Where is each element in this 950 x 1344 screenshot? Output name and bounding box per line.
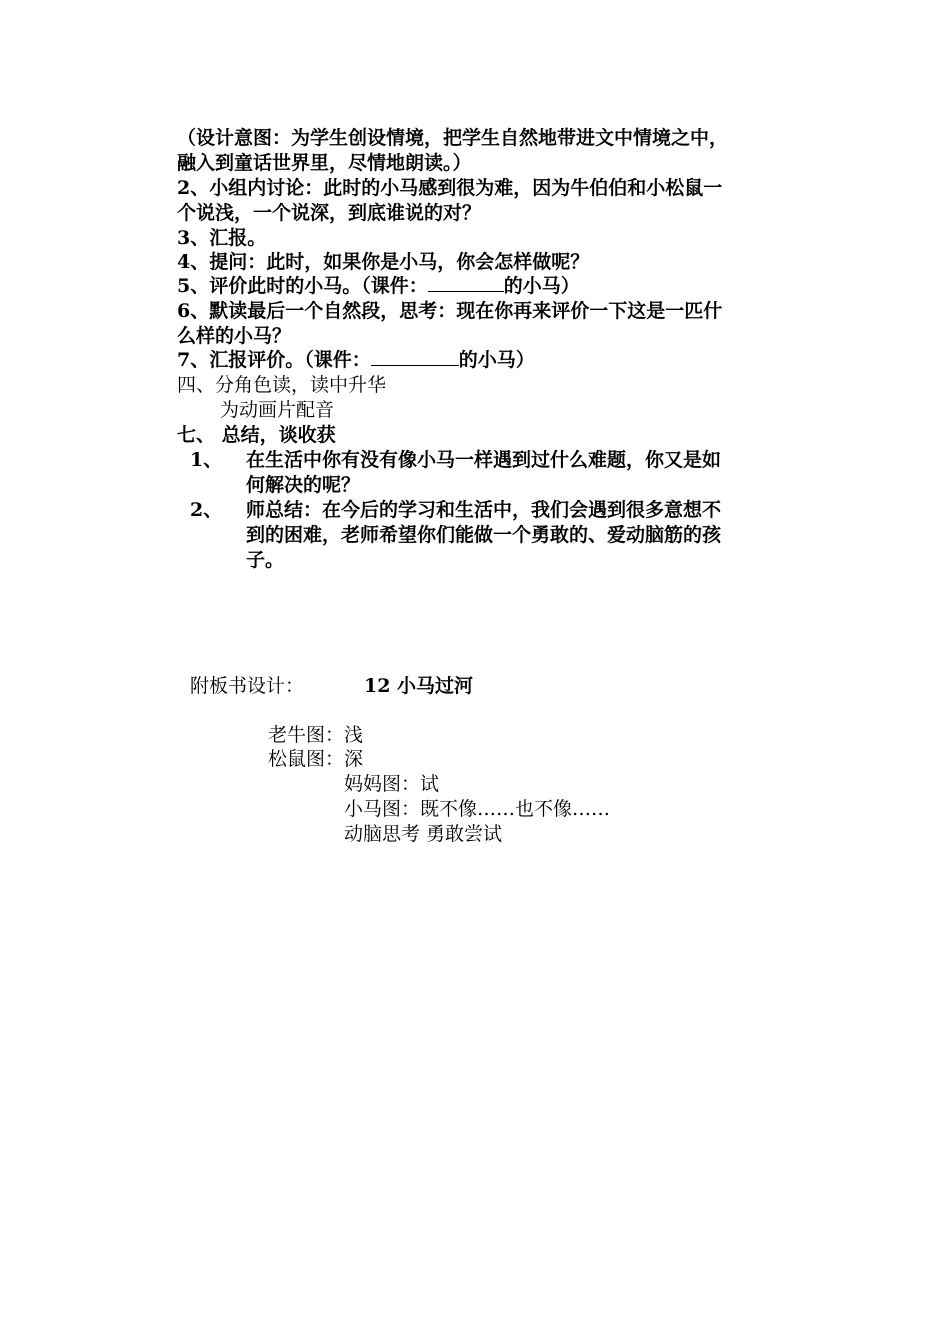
step-3: 3、汇报。 [177, 227, 267, 249]
board-design-label: 附板书设计： [190, 675, 305, 697]
board-mother-line: 妈妈图：试 [344, 773, 440, 795]
step-7 [177, 347, 535, 373]
step-5-blank [428, 274, 504, 292]
summary-item-1-line-1: 在生活中你有没有像小马一样遇到过什么难题，你又是如 [246, 449, 722, 471]
section-4-heading: 四、分角色读，读中升华 [177, 374, 387, 396]
step-5 [177, 273, 580, 299]
step-6-line-2: 么样的小马？ [177, 325, 292, 347]
step-2-line-1: 2、小组内讨论：此时的小马感到很为难，因为牛伯伯和小松鼠一 [177, 177, 723, 199]
summary-item-1-number: 1、 [190, 449, 223, 471]
summary-item-2-line-1: 师总结：在今后的学习和生活中，我们会遇到很多意想不 [246, 499, 722, 521]
step-7-blank [371, 348, 459, 366]
step-5-suffix: 的小马） [503, 275, 580, 297]
design-intent-line-1: （设计意图：为学生创设情境，把学生自然地带进文中情境之中， [177, 127, 729, 149]
board-ox-line: 老牛图：浅 [268, 724, 364, 746]
section-7-heading: 七、 总结，谈收获 [177, 424, 336, 446]
step-7-suffix: 的小马） [458, 349, 535, 371]
step-6-line-1: 6、默读最后一个自然段，思考：现在你再来评价一下这是一匹什 [177, 300, 723, 322]
summary-item-2-line-2: 到的困难，老师希望你们能做一个勇敢的、爱动脑筋的孩 [246, 524, 722, 546]
step-2-line-2: 个说浅，一个说深，到底谁说的对？ [177, 202, 482, 224]
section-4-sub: 为动画片配音 [220, 399, 335, 421]
board-conclusion-line: 动脑思考 勇敢尝试 [344, 823, 503, 845]
board-design-title: 12 小马过河 [364, 675, 474, 697]
board-squirrel-line: 松鼠图：深 [268, 748, 364, 770]
summary-item-1-line-2: 何解决的呢？ [246, 474, 361, 496]
summary-item-2-number: 2、 [190, 499, 223, 521]
step-7-prefix: 7、汇报评价。（课件： [177, 349, 371, 371]
summary-item-2-line-3: 子。 [246, 549, 285, 571]
design-intent-line-2: 融入到童话世界里，尽情地朗读。） [177, 152, 472, 174]
board-pony-line: 小马图：既不像……也不像…… [344, 798, 611, 820]
step-4: 4、提问：此时，如果你是小马，你会怎样做呢？ [177, 251, 590, 273]
step-5-prefix: 5、评价此时的小马。（课件： [177, 275, 428, 297]
